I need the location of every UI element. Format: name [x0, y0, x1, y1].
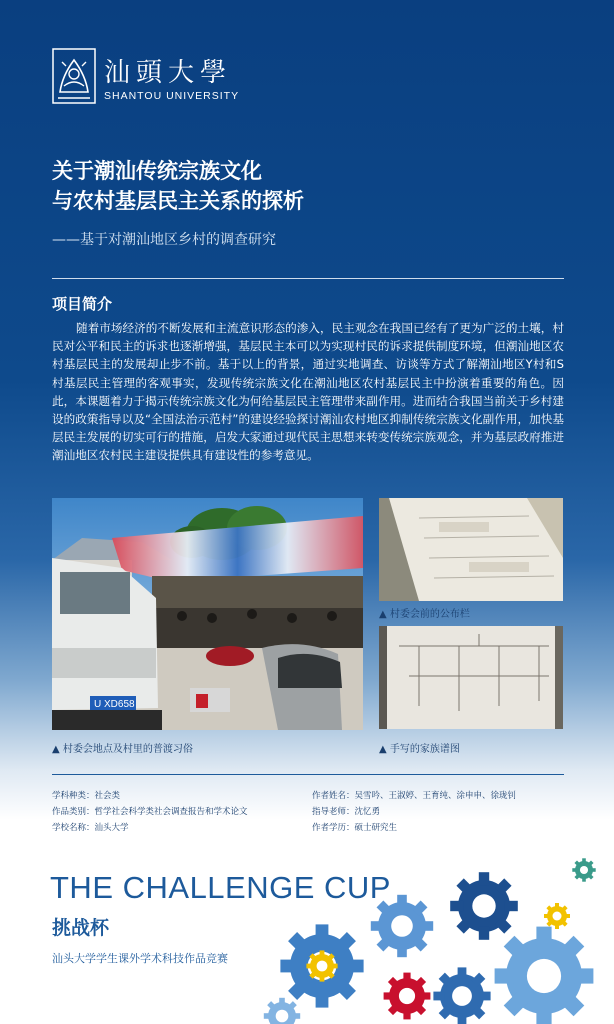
- poster-subtitle: ——基于对潮汕地区乡村的调查研究: [52, 232, 276, 248]
- license-plate: U XD658: [94, 699, 135, 710]
- poster-title: [52, 156, 304, 216]
- title-line-2: 与农村基层民主关系的探析: [52, 189, 304, 213]
- photo-bulletin-board: [379, 498, 563, 601]
- photo-village-committee: [52, 498, 363, 730]
- challenge-cup-en: THE CHALLENGE CUP: [50, 870, 391, 905]
- challenge-cup-cn: 挑战杯: [52, 917, 110, 939]
- meta-category: 作品类别：哲学社会科学类社会调查报告和学术论文: [52, 807, 248, 817]
- photo-family-tree: [379, 626, 563, 729]
- intro-body: 随着市场经济的不断发展和主流意识形态的渗入，民主观念在我国已经有了更为广泛的土壤，村民对公平和民主的诉求也逐渐增强，基层民主本可以为实现村民的诉求提供制度环境，但潮汕地区农村基层民主的发展却止步不前。基于以上的背景，通过实地调查、访谈等方式了解潮汕地区Y村和S村基层民主管理的客观事实，发现传统宗族文化在潮汕地区农村基层民主中扮演着重要的角色。因此，本课题着力于揭示传统宗族文化为何给基层民主管理带来副作用。进而结合我国当前关于乡村建设的政策指导以及“全国法治示范村”的建设经验探讨潮汕农村地区抑制传统宗族文化副作用，加快基层民主发展的切实可行的措施，启发大家通过现代民主思想来转变传统宗族观念，并为基层政府推进潮汕地区农村民主建设提供具有建设性的参考意见。: [52, 321, 564, 463]
- caption-bulletin-board: ▲ 村委会前的公布栏: [379, 609, 470, 620]
- university-name-en: SHANTOU UNIVERSITY: [104, 90, 240, 102]
- gears-decoration-icon: [252, 856, 614, 1024]
- competition-desc: 汕头大学学生课外学术科技作品竞赛: [52, 952, 228, 965]
- meta-advisor: 指导老师：沈忆勇: [312, 807, 381, 817]
- section-heading: 项目简介: [52, 295, 113, 313]
- meta-right: [312, 788, 516, 836]
- divider-top: [52, 278, 564, 279]
- caption-family-tree: ▲ 手写的家族谱图: [379, 744, 460, 755]
- meta-authors: 作者姓名：吴雪吟、王淑婷、王育纯、涂申申、徐珑钊: [312, 791, 517, 801]
- divider-bottom: [52, 774, 564, 775]
- caption-main-photo: ▲ 村委会地点及村里的普渡习俗: [52, 744, 193, 755]
- title-line-1: 关于潮汕传统宗族文化: [52, 159, 262, 183]
- meta-school: 学校名称：汕头大学: [52, 823, 129, 833]
- university-emblem-icon: [52, 48, 96, 104]
- meta-left: [52, 788, 248, 836]
- meta-degree: 作者学历：硕士研究生: [312, 823, 398, 833]
- meta-subject: 学科种类：社会类: [52, 791, 121, 801]
- university-name-cn: 汕頭大學: [104, 58, 233, 88]
